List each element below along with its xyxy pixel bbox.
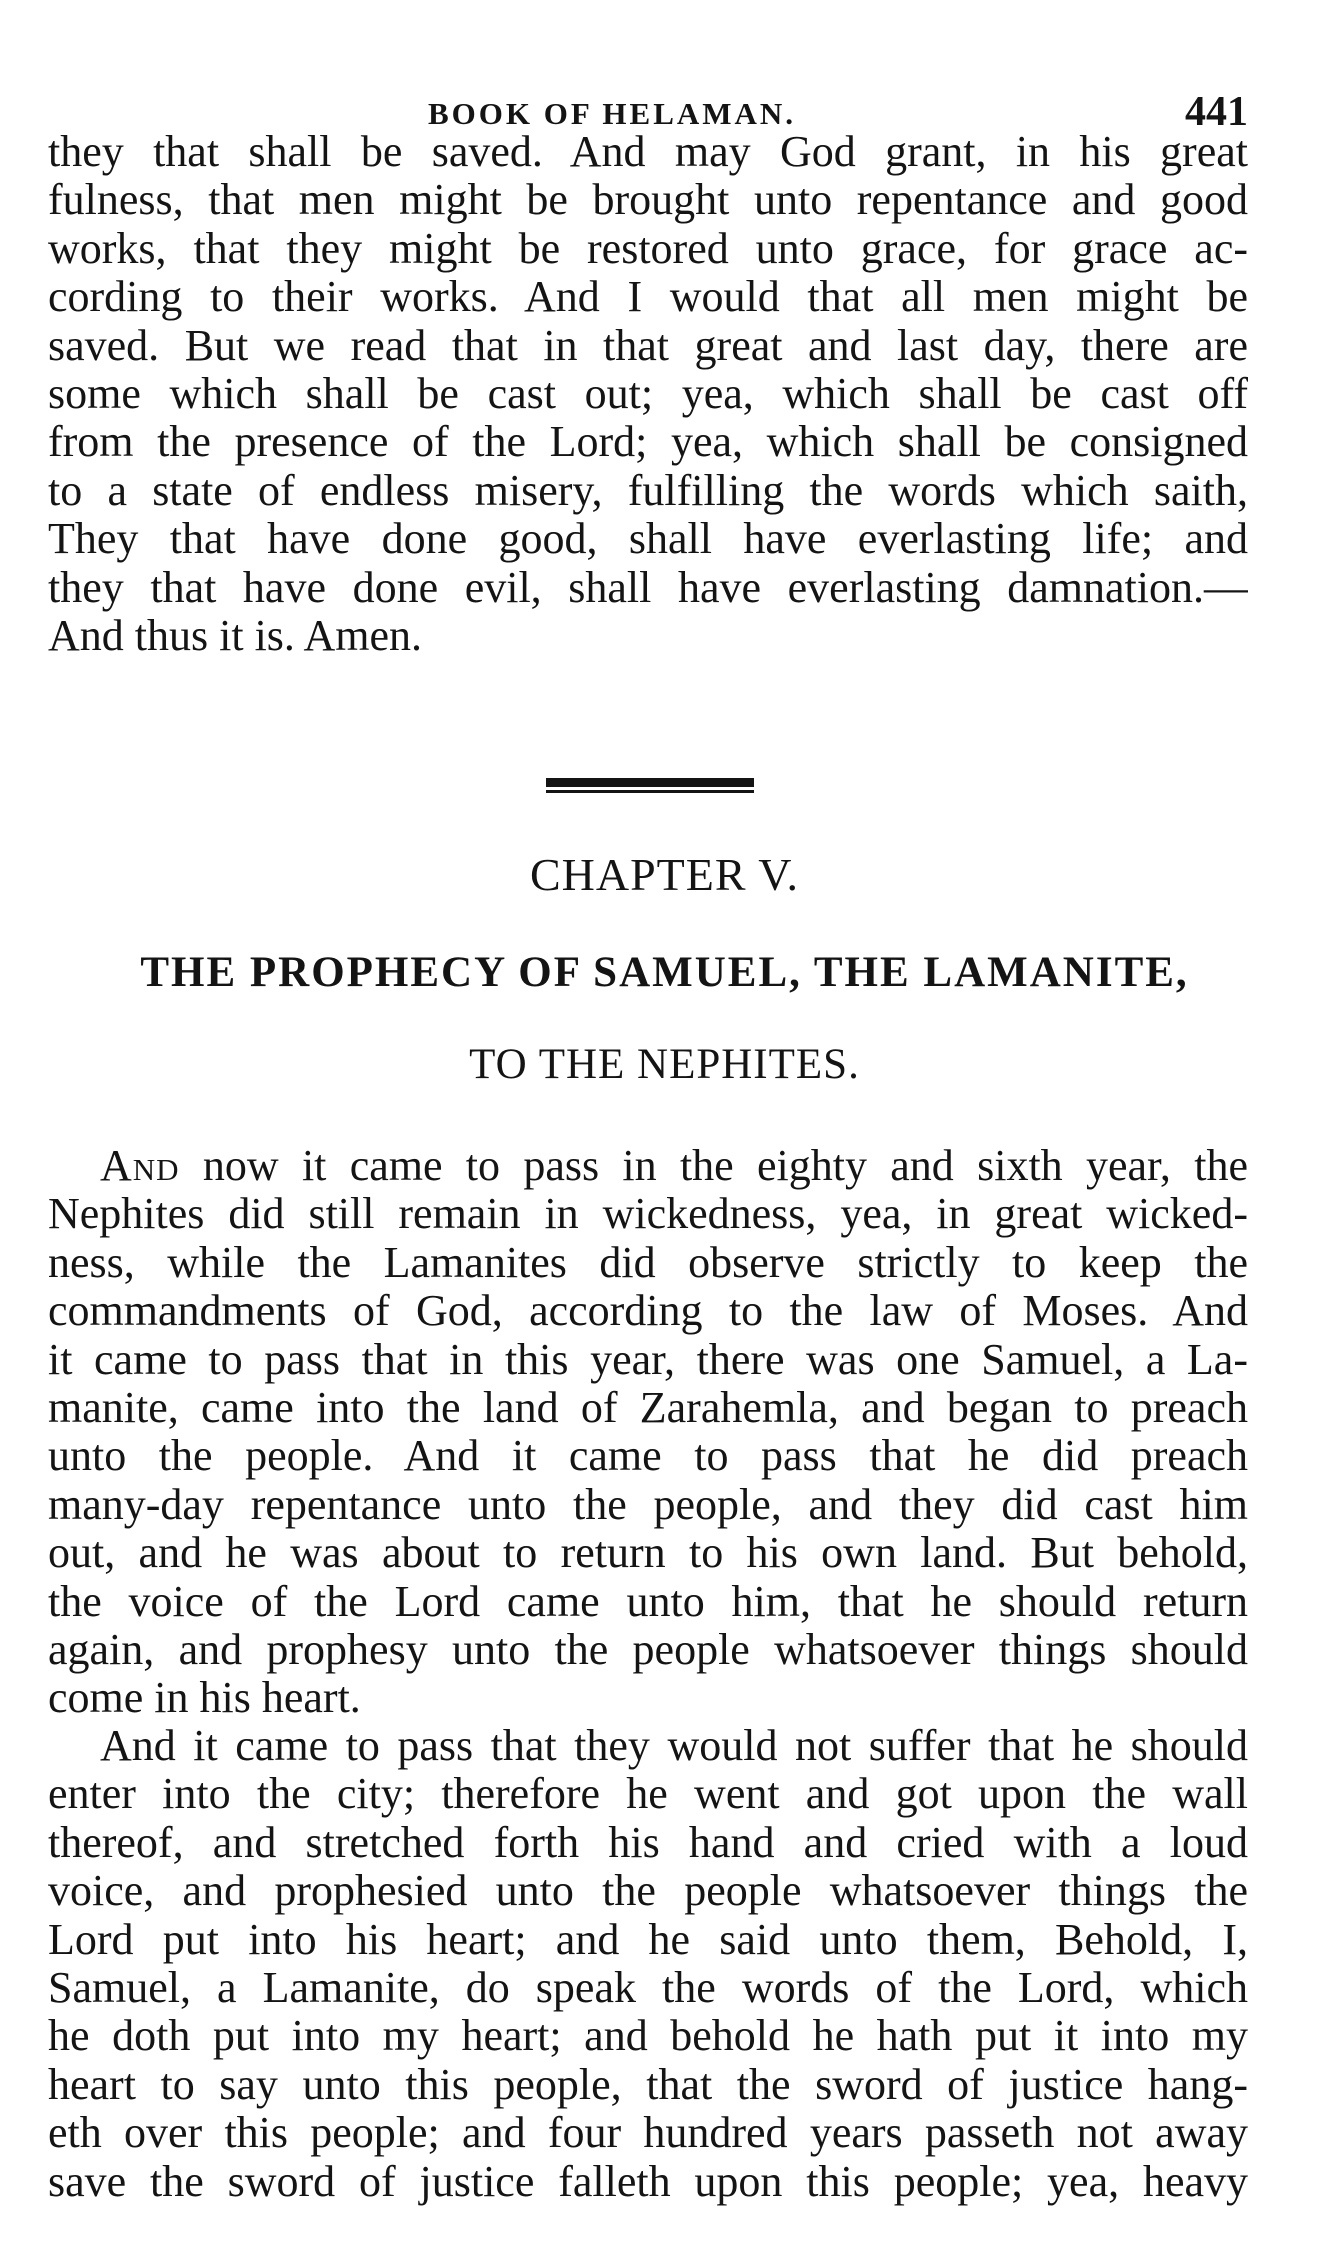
chapter-title: THE PROPHECY OF SAMUEL, THE LAMANITE, xyxy=(140,949,1189,996)
chapter-number: CHAPTER V. xyxy=(529,849,800,900)
text-line: some which shall be cast out; yea, which shall be cast off xyxy=(48,369,1248,418)
text-line: they that shall be saved. And may God grant, in his great xyxy=(48,128,1248,176)
text-line: They that have done good, shall have everlasting life; and xyxy=(48,515,1248,564)
text-line: the voice of the Lord came unto him, that he should return xyxy=(48,1577,1248,1626)
text-line: unto the people. And it came to pass that he did preach xyxy=(48,1432,1248,1481)
drop-word: And xyxy=(100,1142,180,1190)
paragraph-1 xyxy=(48,1142,1248,1723)
text-line: from the presence of the Lord; yea, which shall be consigned xyxy=(48,418,1248,467)
text-line: fulness, that men might be brought unto repentance and good xyxy=(48,176,1248,225)
text-line: Lord put into his heart; and he said unto them, Behold, I, xyxy=(48,1915,1248,1964)
divider-thick-rule xyxy=(546,778,754,787)
text-line: Samuel, a Lamanite, do speak the words of the Lord, which xyxy=(48,1963,1248,2012)
text-line: come in his heart. xyxy=(48,1674,361,1723)
text-line: And thus it is. Amen. xyxy=(48,611,423,660)
text-line: thereof, and stretched forth his hand and cried with a loud xyxy=(48,1818,1248,1867)
text-line: manite, came into the land of Zarahemla, and began to preach xyxy=(48,1383,1248,1432)
text-line: again, and prophesy unto the people whatsoever things should xyxy=(48,1625,1248,1674)
text-line: works, that they might be restored unto grace, for grace ac- xyxy=(48,224,1248,273)
text-line: eth over this people; and four hundred years passeth not away xyxy=(48,2109,1248,2158)
running-title: BOOK OF HELAMAN. xyxy=(428,96,797,131)
text-line: saved. But we read that in that great and last day, there are xyxy=(48,321,1248,370)
chapter-subtitle: TO THE NEPHITES. xyxy=(469,1041,860,1088)
top-paragraph xyxy=(48,128,1248,660)
text-line: voice, and prophesied unto the people whatsoever things the xyxy=(48,1867,1248,1916)
section-divider xyxy=(546,778,754,794)
text-line: commandments of God, according to the law of Moses. And xyxy=(48,1287,1248,1336)
text-line: to a state of endless misery, fulfilling the words which saith, xyxy=(48,466,1248,515)
page-number: 441 xyxy=(1185,89,1248,135)
text-line: he doth put into my heart; and behold he hath put it into my xyxy=(48,2012,1248,2061)
divider-thin-rule xyxy=(546,790,754,793)
text-line: enter into the city; therefore he went and got upon the wall xyxy=(48,1770,1248,1819)
text-line: save the sword of justice falleth upon this people; yea, heavy xyxy=(48,2157,1248,2206)
text-line: And it came to pass that they would not suffer that he should xyxy=(100,1722,1248,1770)
text-line: it came to pass that in this year, there was one Samuel, a La- xyxy=(48,1335,1248,1384)
text-line: many-day repentance unto the people, and they did cast him xyxy=(48,1480,1248,1529)
first-line-rest: now it came to pass in the eighty and sixth year, the xyxy=(179,1142,1248,1190)
text-line: heart to say unto this people, that the sword of justice hang- xyxy=(48,2060,1248,2109)
text-line: cording to their works. And I would that all men might be xyxy=(48,273,1248,322)
paragraph-2 xyxy=(48,1722,1248,2206)
text-line: Nephites did still remain in wickedness, yea, in great wicked- xyxy=(48,1190,1248,1239)
text-line: out, and he was about to return to his own land. But behold, xyxy=(48,1529,1248,1578)
text-line: they that have done evil, shall have everlasting damnation.— xyxy=(48,563,1248,612)
text-line: ness, while the Lamanites did observe strictly to keep the xyxy=(48,1238,1248,1287)
text-line-first xyxy=(48,1142,1248,1190)
